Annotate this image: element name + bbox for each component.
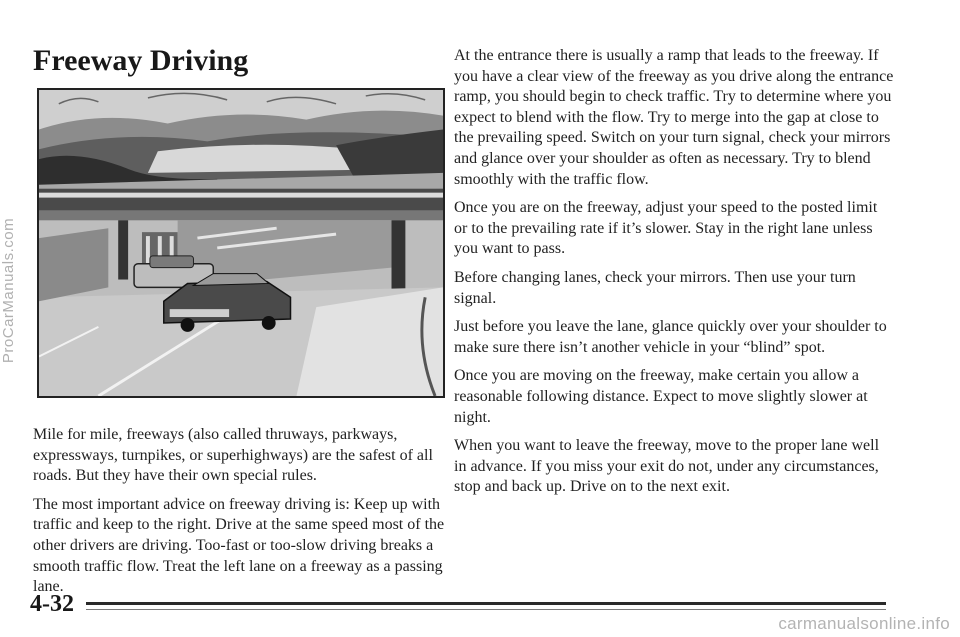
freeway-overpass-image	[39, 90, 443, 396]
paragraph: Mile for mile, freeways (also called thruways, parkways, expressways, turnpikes, or superhighways) are the safest of all roads. But they have their own special rules.	[33, 426, 433, 485]
bottom-watermark: carmanualsonline.info	[778, 614, 950, 633]
right-text-column	[454, 46, 894, 506]
side-watermark-text: ProCarManuals.com	[0, 217, 18, 363]
paragraph: Before changing lanes, check your mirrors. Then use your turn signal.	[454, 268, 856, 307]
freeway-illustration	[37, 88, 445, 398]
page-number: 4-32	[30, 591, 74, 617]
footer-rule-thin	[86, 609, 886, 610]
paragraph: Just before you leave the lane, glance quickly over your shoulder to make sure there isn’t another vehicle in your “blind” spot.	[454, 318, 887, 356]
paragraph: At the entrance there is usually a ramp that leads to the freeway. If you have a clear view of the freeway as you drive along the entrance ramp, you should begin to check traffic. Try to determine where you expect to blend with the flow. Try to merge into the gap at close to the prevailing speed. Switch on your turn signal, check your mirrors and glance over your shoulder as often as necessary. Try to blend smoothly with the traffic flow.	[454, 47, 894, 188]
left-text-column	[33, 425, 451, 606]
footer-rule	[86, 602, 886, 605]
side-watermark	[0, 140, 26, 440]
paragraph: The most important advice on freeway driving is: Keep up with traffic and keep to the right. Drive at the same speed most of the other drivers are driving. Too-fast or too-slow driving breaks a smooth traffic flow. Treat the left lane on a freeway as a passing lane.	[33, 495, 445, 596]
paragraph: Once you are on the freeway, adjust your speed to the posted limit or to the prevailing rate if it’s slower. Stay in the right lane unless you want to pass.	[454, 199, 878, 258]
paragraph: Once you are moving on the freeway, make certain you allow a reasonable following distance. Expect to move slightly slower at night.	[454, 367, 868, 426]
paragraph: When you want to leave the freeway, move to the proper lane well in advance. If you miss your exit do not, under any circumstances, stop and back up. Drive on to the next exit.	[454, 437, 880, 496]
page-title: Freeway Driving	[33, 44, 249, 77]
